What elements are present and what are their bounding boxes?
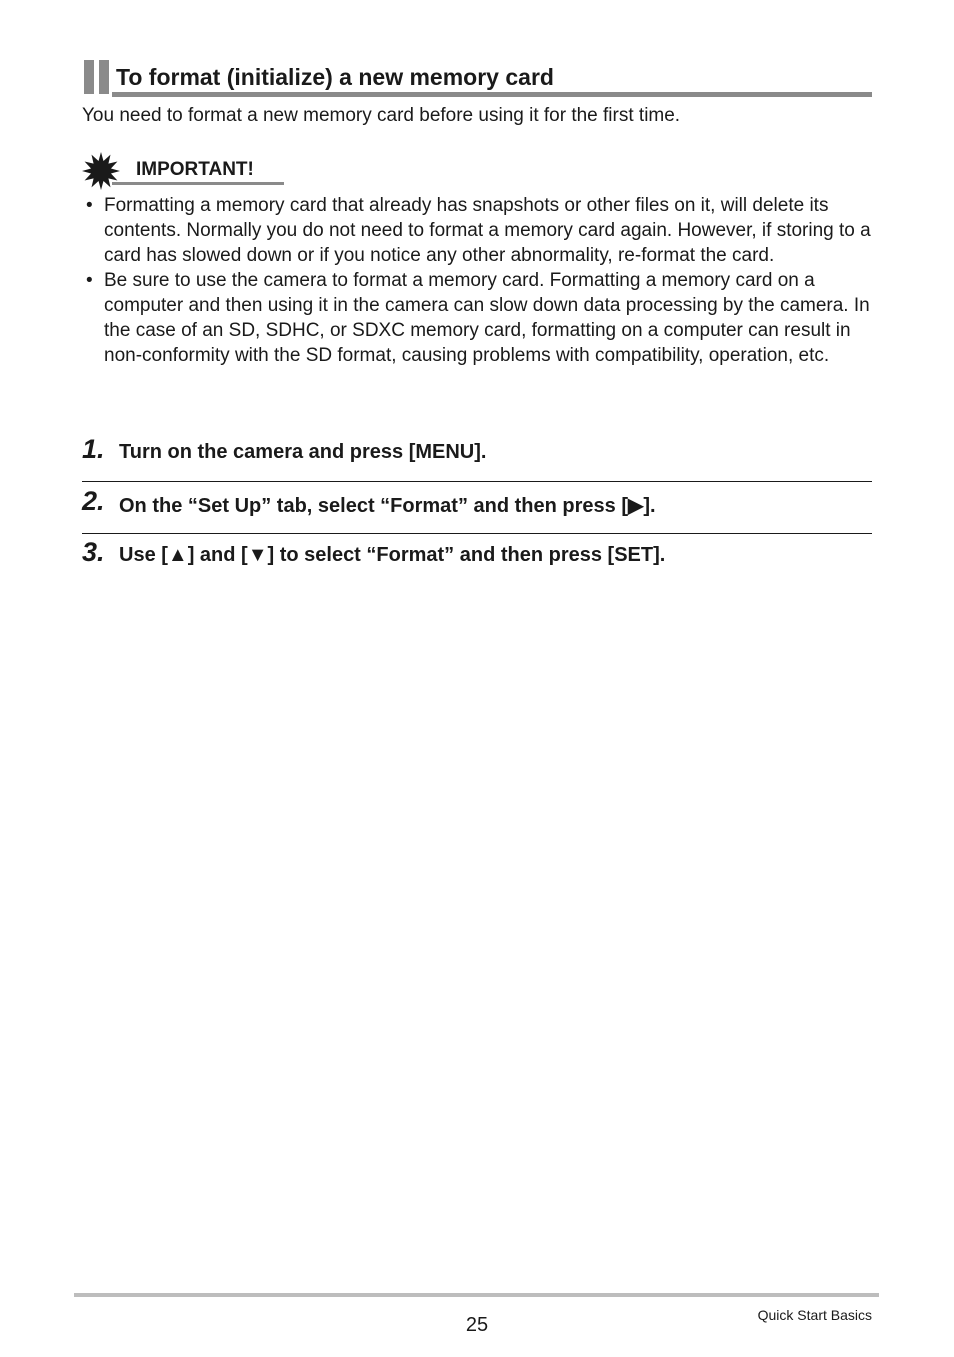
step-3 xyxy=(82,537,872,581)
step-text: Use [▲] and [▼] to select “Format” and then press [SET]. xyxy=(119,544,666,566)
bullet-icon: • xyxy=(86,195,93,216)
step-2 xyxy=(82,486,872,530)
bullet-icon: • xyxy=(86,270,93,291)
step-number: 2. xyxy=(82,486,105,516)
intro-text: You need to format a new memory card before using it for the first time. xyxy=(82,105,681,126)
important-underline xyxy=(112,182,284,185)
list-item xyxy=(82,193,872,268)
section-title: To format (initialize) a new memory card xyxy=(116,64,554,90)
section-title-underline xyxy=(112,92,872,97)
footer-divider xyxy=(74,1293,879,1297)
list-item xyxy=(82,268,872,368)
step-text: On the “Set Up” tab, select “Format” and then press [▶]. xyxy=(119,495,656,517)
section-header xyxy=(82,58,872,98)
important-notice-header xyxy=(82,152,286,188)
page-number: 25 xyxy=(465,1314,489,1336)
step-number: 3. xyxy=(82,537,105,567)
step-number: 1. xyxy=(82,434,105,464)
step-1 xyxy=(82,434,872,478)
important-label: IMPORTANT! xyxy=(136,159,254,180)
step-text: Turn on the camera and press [MENU]. xyxy=(119,441,487,463)
important-bullet-list xyxy=(82,193,872,368)
footer-section-name: Quick Start Basics xyxy=(757,1307,872,1323)
step-divider xyxy=(82,533,872,534)
step-divider xyxy=(82,481,872,482)
bullet-text: Formatting a memory card that already has snapshots or other files on it, will delete its contents. Normally you do not need to format a memory card again. However, if storing to a card has slowed down or if you notice any other abnormality, re-format the card. xyxy=(104,195,871,266)
bullet-text: Be sure to use the camera to format a memory card. Formatting a memory card on a computer and then using it in the camera can slow down data processing by the camera. In the case of an SD, SDHC, or SDXC memory card, formatting on a computer can result in non-conformity with the SD format, causing problems with compatibility, operation, etc. xyxy=(104,270,870,366)
